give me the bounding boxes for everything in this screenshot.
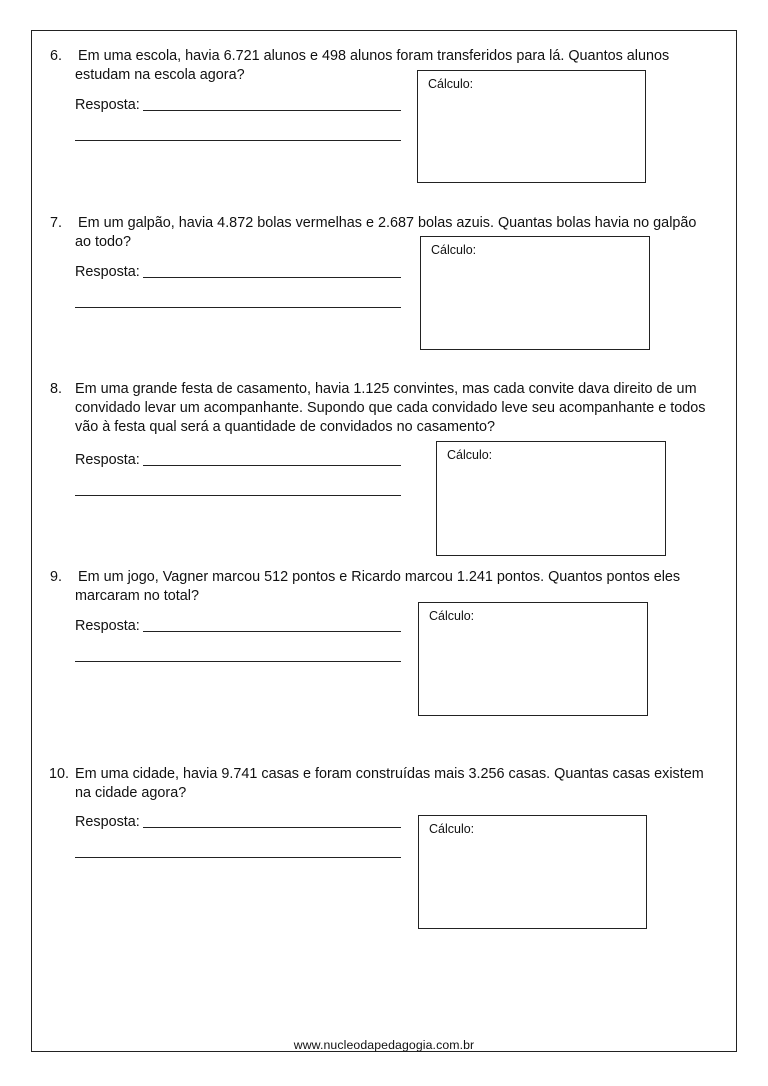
answer-label: Resposta:	[75, 97, 140, 113]
calculation-label: Cálculo:	[429, 609, 475, 623]
calculation-box[interactable]	[417, 70, 646, 183]
answer-line-2[interactable]	[75, 495, 401, 496]
calculation-label: Cálculo:	[447, 448, 493, 462]
answer-label: Resposta:	[75, 618, 140, 634]
calculation-label: Cálculo:	[429, 822, 475, 836]
question-number: 7.	[50, 215, 63, 231]
question-number: 6.	[50, 48, 63, 64]
question-number: 10.	[49, 766, 70, 782]
answer-label: Resposta:	[75, 264, 140, 280]
question-number: 9.	[50, 569, 63, 585]
calculation-label: Cálculo:	[431, 243, 477, 257]
answer-line[interactable]	[143, 277, 401, 278]
question-text: Em uma grande festa de casamento, havia 1.125 convintes, mas cada convite dava direito de um convidado levar um acompanhante. Supondo que cada convidado leve seu acompanhante e todos vão à festa qual será a quantidade de convidados no casamento?	[75, 381, 706, 435]
answer-line[interactable]	[143, 465, 401, 466]
answer-line-2[interactable]	[75, 661, 401, 662]
answer-label: Resposta:	[75, 814, 140, 830]
answer-line-2[interactable]	[75, 857, 401, 858]
answer-line[interactable]	[143, 110, 401, 111]
answer-line-2[interactable]	[75, 140, 401, 141]
question-number: 8.	[50, 381, 63, 397]
question-text: Em um jogo, Vagner marcou 512 pontos e Ricardo marcou 1.241 pontos. Quantos pontos eles marcaram no total?	[75, 569, 681, 604]
answer-line[interactable]	[143, 827, 401, 828]
answer-line-2[interactable]	[75, 307, 401, 308]
question-text: Em uma escola, havia 6.721 alunos e 498 alunos foram transferidos para lá. Quantos alunos estudam na escola agora?	[75, 48, 670, 83]
question-text: Em um galpão, havia 4.872 bolas vermelhas e 2.687 bolas azuis. Quantas bolas havia no galpão ao todo?	[75, 215, 697, 250]
calculation-box[interactable]	[418, 602, 648, 716]
calculation-label: Cálculo:	[428, 77, 474, 91]
answer-line[interactable]	[143, 631, 401, 632]
calculation-box[interactable]	[418, 815, 647, 929]
footer-url: www.nucleodapedagogia.com.br	[293, 1038, 475, 1052]
calculation-box[interactable]	[436, 441, 666, 556]
calculation-box[interactable]	[420, 236, 650, 350]
question-text: Em uma cidade, havia 9.741 casas e foram construídas mais 3.256 casas. Quantas casas existem na cidade agora?	[75, 766, 704, 801]
answer-label: Resposta:	[75, 452, 140, 468]
